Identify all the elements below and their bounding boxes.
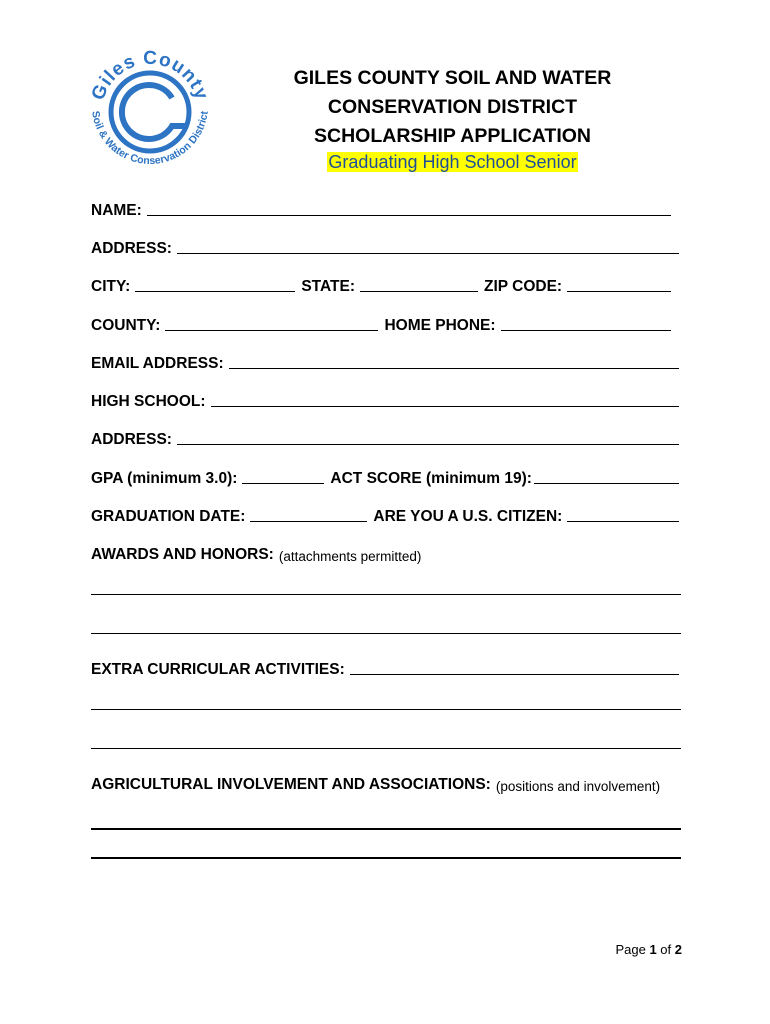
email-field[interactable] — [229, 368, 679, 369]
email-row — [91, 349, 681, 373]
county-field[interactable] — [165, 330, 378, 331]
citizen-field[interactable] — [567, 521, 679, 522]
extracurricular-field[interactable] — [350, 674, 679, 675]
form-subtitle: Graduating High School Senior — [328, 152, 577, 172]
address-row — [91, 234, 681, 258]
city-state-zip-row — [91, 272, 681, 296]
agricultural-line-1[interactable] — [91, 828, 681, 830]
extracurricular-line-1[interactable] — [91, 709, 681, 710]
state-label: STATE: — [301, 278, 355, 295]
logo-text-bottom: Soil & Water Conservation District — [89, 110, 211, 168]
graduation-date-label: GRADUATION DATE: — [91, 508, 246, 525]
agricultural-line-2[interactable] — [91, 857, 681, 859]
awards-note: (attachments permitted) — [278, 549, 422, 564]
school-address-label: ADDRESS: — [91, 431, 172, 448]
gpa-field[interactable] — [242, 483, 324, 484]
email-label: EMAIL ADDRESS: — [91, 355, 224, 372]
address-field[interactable] — [177, 253, 679, 254]
zip-field[interactable] — [567, 291, 671, 292]
city-label: CITY: — [91, 278, 131, 295]
school-address-row — [91, 425, 681, 449]
address-label: ADDRESS: — [91, 240, 172, 257]
logo-text-top: Giles County — [87, 47, 213, 104]
state-field[interactable] — [360, 291, 478, 292]
graduation-date-field[interactable] — [250, 521, 367, 522]
name-row — [91, 196, 681, 220]
high-school-row — [91, 387, 681, 411]
gpa-act-row — [91, 464, 681, 488]
extracurricular-line-2[interactable] — [91, 748, 681, 749]
page-label: Page — [615, 942, 646, 957]
school-address-field[interactable] — [177, 444, 679, 445]
zip-label: ZIP CODE: — [484, 278, 563, 295]
county-phone-row — [91, 311, 681, 335]
extracurricular-label: EXTRA CURRICULAR ACTIVITIES: — [91, 661, 345, 678]
home-phone-label: HOME PHONE: — [384, 317, 496, 334]
awards-line-2[interactable] — [91, 633, 681, 634]
total-pages: 2 — [674, 942, 682, 957]
act-field[interactable] — [534, 483, 679, 484]
gpa-label: GPA (minimum 3.0): — [91, 470, 238, 487]
extracurricular-row — [91, 655, 681, 679]
awards-line-1[interactable] — [91, 594, 681, 595]
city-field[interactable] — [135, 291, 295, 292]
title-line-1: GILES COUNTY SOIL AND WATER — [293, 67, 612, 89]
high-school-label: HIGH SCHOOL: — [91, 393, 206, 410]
county-label: COUNTY: — [91, 317, 161, 334]
form-title — [240, 64, 665, 151]
name-field[interactable] — [147, 215, 671, 216]
agricultural-row — [91, 770, 681, 794]
page-indicator — [615, 942, 682, 957]
current-page: 1 — [649, 942, 657, 957]
name-label: NAME: — [91, 202, 142, 219]
high-school-field[interactable] — [211, 406, 679, 407]
title-line-2: CONSERVATION DISTRICT — [327, 96, 578, 118]
home-phone-field[interactable] — [501, 330, 671, 331]
citizen-label: ARE YOU A U.S. CITIZEN: — [373, 508, 563, 525]
awards-row — [91, 540, 681, 564]
graduation-citizen-row — [91, 502, 681, 526]
act-label: ACT SCORE (minimum 19): — [330, 470, 532, 487]
agricultural-note: (positions and involvement) — [495, 779, 661, 794]
awards-label: AWARDS AND HONORS: — [91, 546, 274, 563]
agricultural-label: AGRICULTURAL INVOLVEMENT AND ASSOCIATIONS: — [91, 776, 491, 793]
logo-c-mark — [122, 85, 186, 139]
giles-county-logo — [80, 40, 220, 180]
of-label: of — [660, 942, 672, 957]
title-line-3: SCHOLARSHIP APPLICATION — [314, 125, 591, 147]
